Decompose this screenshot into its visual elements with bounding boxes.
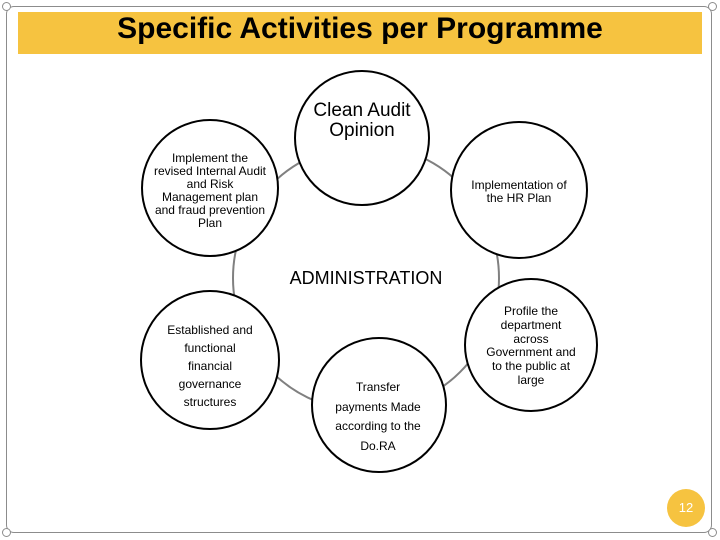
- node-label-internal-audit: Implement the revised Internal Audit and Risk Management plan and fraud prevention Plan: [153, 151, 267, 230]
- slide-title: Specific Activities per Programme: [117, 12, 603, 45]
- node-label-hr-plan: Implementation of the HR Plan: [471, 178, 567, 205]
- page-number-badge: 12: [667, 489, 705, 527]
- node-label-transfer: Transfer payments Made according to the Do.RA: [335, 380, 421, 453]
- center-label: ADMINISTRATION: [289, 268, 443, 288]
- node-label-governance: Established and functional financial governance structures: [167, 323, 253, 409]
- node-label-profile: Profile the department across Government and to the public at large: [486, 304, 576, 387]
- node-label-clean-audit: Clean Audit Opinion: [313, 100, 411, 141]
